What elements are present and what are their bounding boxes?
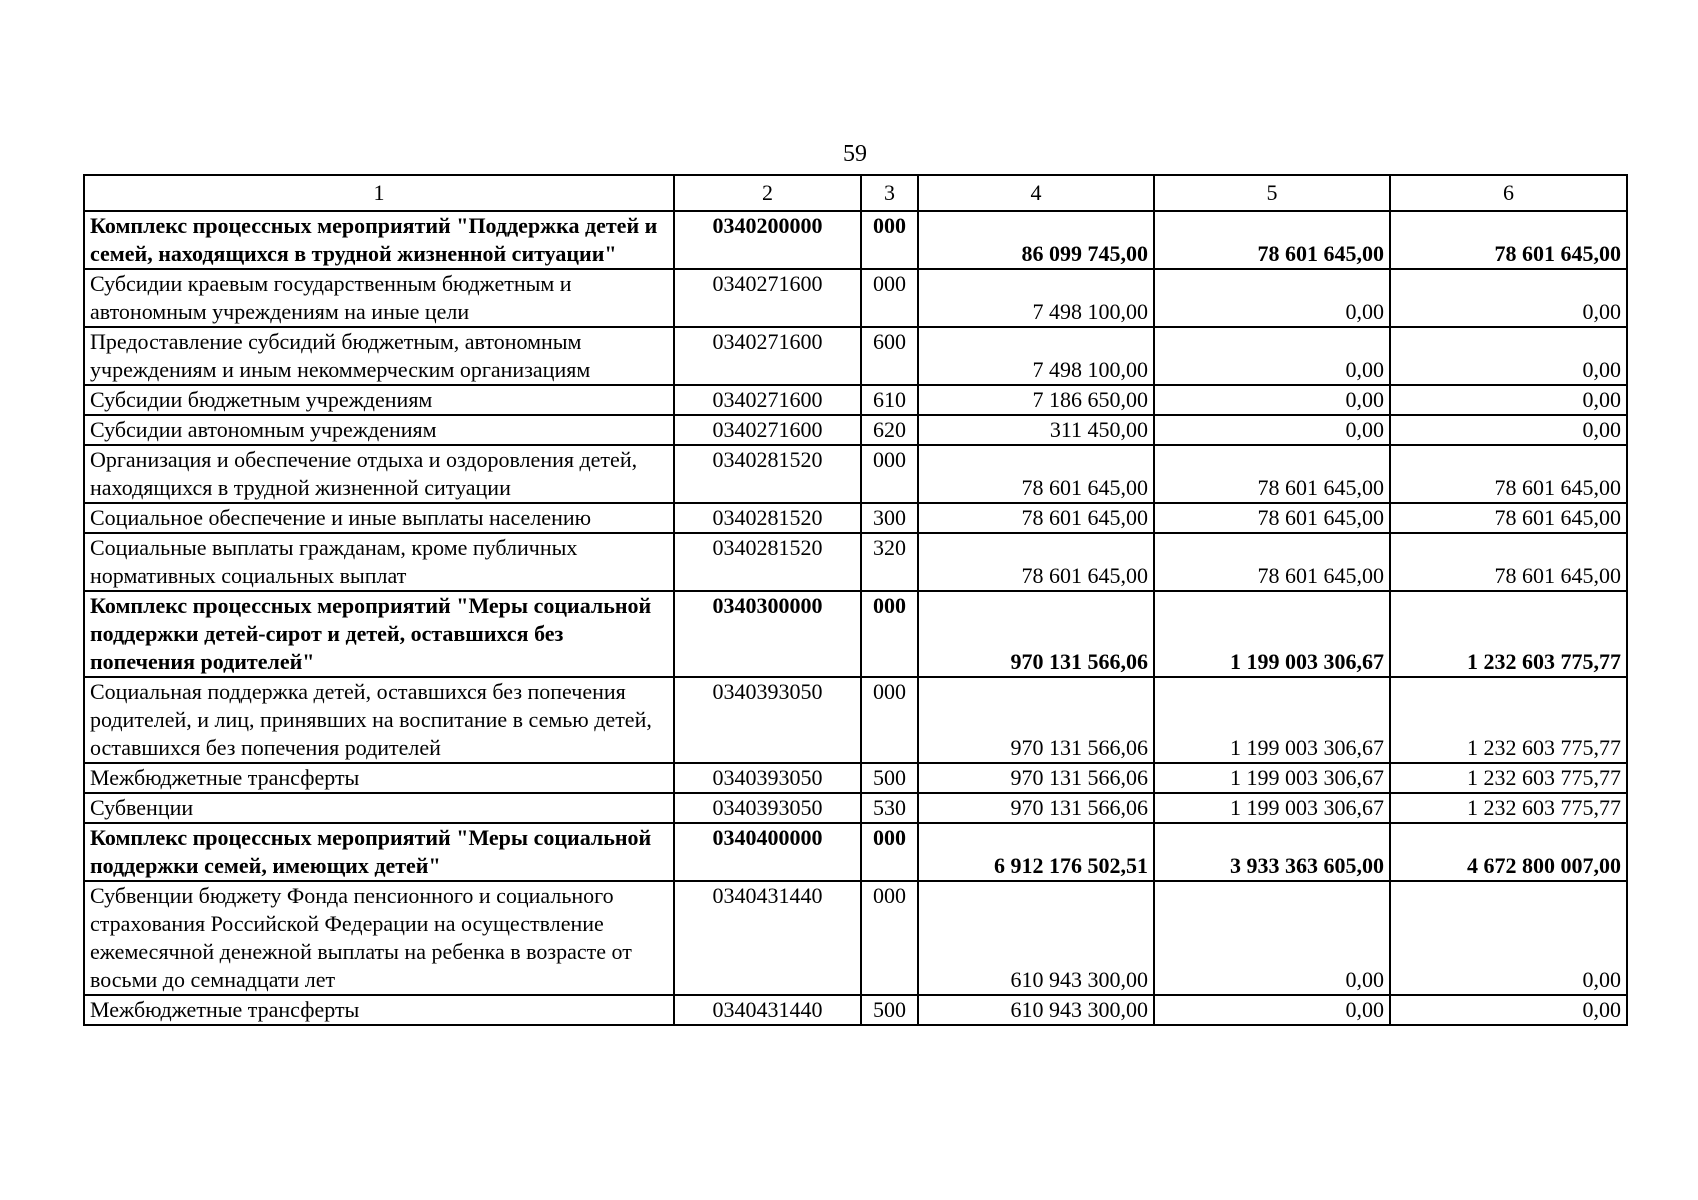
- column-header: 5: [1154, 175, 1390, 211]
- row-name-cell: Комплекс процессных мероприятий "Меры социальной поддержки детей-сирот и детей, оставшихся без попечения родителей": [84, 591, 674, 677]
- row-name-cell: Социальная поддержка детей, оставшихся без попечения родителей, и лиц, принявших на воспитание в семью детей, оставшихся без попечения родителей: [84, 677, 674, 763]
- amount-cell-col6: 1 232 603 775,77: [1390, 763, 1627, 793]
- amount-cell-col6: 0,00: [1390, 881, 1627, 995]
- target-code-cell: 0340300000: [674, 591, 861, 677]
- amount-cell-col6: 1 232 603 775,77: [1390, 591, 1627, 677]
- amount-cell-col6: 78 601 645,00: [1390, 211, 1627, 269]
- amount-cell-col6: 0,00: [1390, 415, 1627, 445]
- column-header: 2: [674, 175, 861, 211]
- expense-type-cell: 000: [861, 881, 918, 995]
- amount-cell-col4: 970 131 566,06: [918, 763, 1154, 793]
- page-number: 59: [843, 141, 867, 167]
- amount-cell-col5: 78 601 645,00: [1154, 211, 1390, 269]
- amount-cell-col4: 610 943 300,00: [918, 881, 1154, 995]
- amount-cell-col4: 78 601 645,00: [918, 533, 1154, 591]
- expense-type-cell: 000: [861, 677, 918, 763]
- table-row-section: [84, 823, 1627, 881]
- amount-cell-col5: 0,00: [1154, 995, 1390, 1025]
- table-row: [84, 533, 1627, 591]
- row-name-cell: Субсидии автономным учреждениям: [84, 415, 674, 445]
- table-row-section: [84, 211, 1627, 269]
- amount-cell-col5: 1 199 003 306,67: [1154, 591, 1390, 677]
- expense-type-cell: 500: [861, 995, 918, 1025]
- amount-cell-col5: 1 199 003 306,67: [1154, 763, 1390, 793]
- amount-cell-col6: 0,00: [1390, 995, 1627, 1025]
- row-name-cell: Социальное обеспечение и иные выплаты населению: [84, 503, 674, 533]
- amount-cell-col6: 78 601 645,00: [1390, 533, 1627, 591]
- amount-cell-col4: 311 450,00: [918, 415, 1154, 445]
- column-header: 6: [1390, 175, 1627, 211]
- amount-cell-col4: 970 131 566,06: [918, 677, 1154, 763]
- target-code-cell: 0340281520: [674, 533, 861, 591]
- amount-cell-col4: 970 131 566,06: [918, 591, 1154, 677]
- amount-cell-col5: 78 601 645,00: [1154, 533, 1390, 591]
- amount-cell-col5: 78 601 645,00: [1154, 503, 1390, 533]
- amount-cell-col6: 0,00: [1390, 269, 1627, 327]
- expense-type-cell: 620: [861, 415, 918, 445]
- column-header: 1: [84, 175, 674, 211]
- column-number-row: [84, 175, 1627, 211]
- target-code-cell: 0340431440: [674, 995, 861, 1025]
- table-body: [84, 211, 1627, 1025]
- expense-type-cell: 300: [861, 503, 918, 533]
- column-header: 3: [861, 175, 918, 211]
- row-name-cell: Субвенции: [84, 793, 674, 823]
- amount-cell-col6: 1 232 603 775,77: [1390, 793, 1627, 823]
- target-code-cell: 0340393050: [674, 763, 861, 793]
- expense-type-cell: 610: [861, 385, 918, 415]
- target-code-cell: 0340281520: [674, 503, 861, 533]
- amount-cell-col5: 3 933 363 605,00: [1154, 823, 1390, 881]
- table-row: [84, 327, 1627, 385]
- target-code-cell: 0340400000: [674, 823, 861, 881]
- expense-type-cell: 530: [861, 793, 918, 823]
- target-code-cell: 0340200000: [674, 211, 861, 269]
- table-row: [84, 763, 1627, 793]
- amount-cell-col6: 78 601 645,00: [1390, 503, 1627, 533]
- table-row: [84, 445, 1627, 503]
- expense-type-cell: 600: [861, 327, 918, 385]
- amount-cell-col6: 78 601 645,00: [1390, 445, 1627, 503]
- table-row: [84, 881, 1627, 995]
- target-code-cell: 0340281520: [674, 445, 861, 503]
- amount-cell-col5: 1 199 003 306,67: [1154, 793, 1390, 823]
- target-code-cell: 0340393050: [674, 793, 861, 823]
- amount-cell-col5: 0,00: [1154, 415, 1390, 445]
- budget-table: [83, 174, 1628, 1026]
- amount-cell-col4: 970 131 566,06: [918, 793, 1154, 823]
- amount-cell-col6: 1 232 603 775,77: [1390, 677, 1627, 763]
- row-name-cell: Межбюджетные трансферты: [84, 763, 674, 793]
- row-name-cell: Предоставление субсидий бюджетным, автономным учреждениям и иным некоммерческим организациям: [84, 327, 674, 385]
- row-name-cell: Субсидии бюджетным учреждениям: [84, 385, 674, 415]
- amount-cell-col4: 78 601 645,00: [918, 503, 1154, 533]
- amount-cell-col6: 0,00: [1390, 385, 1627, 415]
- target-code-cell: 0340431440: [674, 881, 861, 995]
- target-code-cell: 0340271600: [674, 327, 861, 385]
- amount-cell-col5: 0,00: [1154, 269, 1390, 327]
- target-code-cell: 0340271600: [674, 415, 861, 445]
- amount-cell-col5: 0,00: [1154, 881, 1390, 995]
- table-row: [84, 503, 1627, 533]
- row-name-cell: Социальные выплаты гражданам, кроме публичных нормативных социальных выплат: [84, 533, 674, 591]
- table-row: [84, 677, 1627, 763]
- amount-cell-col4: 78 601 645,00: [918, 445, 1154, 503]
- expense-type-cell: 000: [861, 591, 918, 677]
- amount-cell-col6: 4 672 800 007,00: [1390, 823, 1627, 881]
- amount-cell-col5: 0,00: [1154, 385, 1390, 415]
- row-name-cell: Межбюджетные трансферты: [84, 995, 674, 1025]
- amount-cell-col5: 0,00: [1154, 327, 1390, 385]
- expense-type-cell: 000: [861, 823, 918, 881]
- row-name-cell: Субсидии краевым государственным бюджетным и автономным учреждениям на иные цели: [84, 269, 674, 327]
- row-name-cell: Комплекс процессных мероприятий "Меры социальной поддержки семей, имеющих детей": [84, 823, 674, 881]
- amount-cell-col4: 610 943 300,00: [918, 995, 1154, 1025]
- amount-cell-col4: 7 186 650,00: [918, 385, 1154, 415]
- table-row: [84, 269, 1627, 327]
- amount-cell-col5: 1 199 003 306,67: [1154, 677, 1390, 763]
- amount-cell-col4: 86 099 745,00: [918, 211, 1154, 269]
- table-row: [84, 793, 1627, 823]
- expense-type-cell: 000: [861, 211, 918, 269]
- column-header: 4: [918, 175, 1154, 211]
- amount-cell-col4: 6 912 176 502,51: [918, 823, 1154, 881]
- target-code-cell: 0340393050: [674, 677, 861, 763]
- amount-cell-col5: 78 601 645,00: [1154, 445, 1390, 503]
- table-row: [84, 385, 1627, 415]
- table-row: [84, 415, 1627, 445]
- amount-cell-col4: 7 498 100,00: [918, 327, 1154, 385]
- expense-type-cell: 500: [861, 763, 918, 793]
- table-row: [84, 995, 1627, 1025]
- target-code-cell: 0340271600: [674, 385, 861, 415]
- row-name-cell: Организация и обеспечение отдыха и оздоровления детей, находящихся в трудной жизненной ситуации: [84, 445, 674, 503]
- expense-type-cell: 000: [861, 445, 918, 503]
- amount-cell-col4: 7 498 100,00: [918, 269, 1154, 327]
- amount-cell-col6: 0,00: [1390, 327, 1627, 385]
- row-name-cell: Субвенции бюджету Фонда пенсионного и социального страхования Российской Федерации на осуществление ежемесячной денежной выплаты на ребенка в возрасте от восьми до семнадцати лет: [84, 881, 674, 995]
- row-name-cell: Комплекс процессных мероприятий "Поддержка детей и семей, находящихся в трудной жизненной ситуации": [84, 211, 674, 269]
- target-code-cell: 0340271600: [674, 269, 861, 327]
- expense-type-cell: 320: [861, 533, 918, 591]
- table-row-section: [84, 591, 1627, 677]
- expense-type-cell: 000: [861, 269, 918, 327]
